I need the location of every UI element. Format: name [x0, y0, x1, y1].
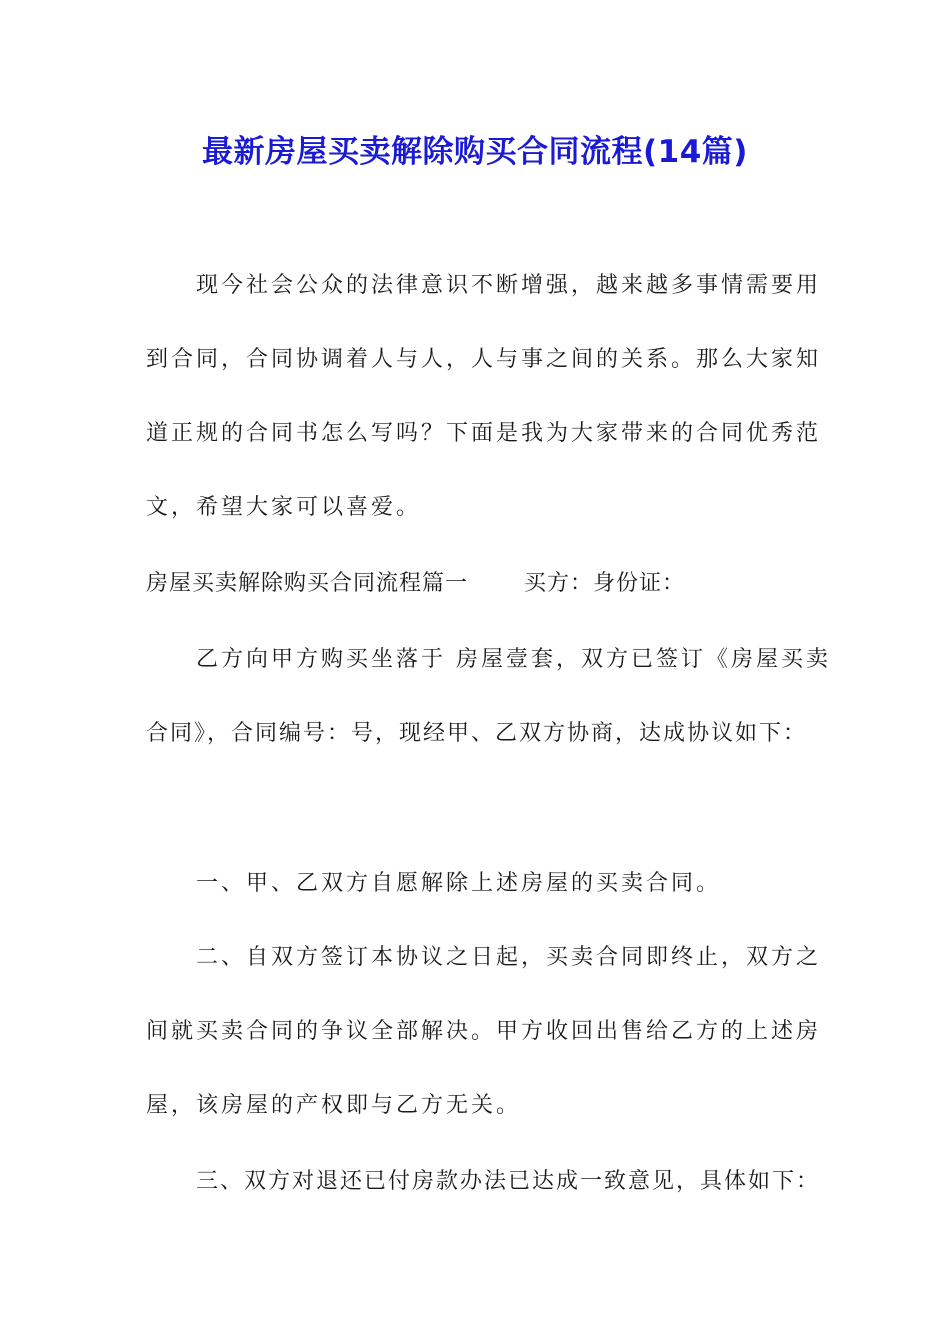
paragraph-line: 现今社会公众的法律意识不断增强，越来越多事情需要用: [196, 273, 822, 298]
clause-line: 间就买卖合同的争议全部解决。甲方收回出售给乙方的上述房: [146, 1019, 822, 1044]
section-heading-party: 买方：身份证：: [524, 571, 686, 596]
clause-line: 屋，该房屋的产权即与乙方无关。: [146, 1093, 522, 1118]
clause-line: 一、甲、乙双方自愿解除上述房屋的买卖合同。: [196, 871, 722, 896]
paragraph-line: 合同》，合同编号：号，现经甲、乙双方协商，达成协议如下：: [146, 721, 808, 746]
paragraph-line: 道正规的合同书怎么写吗？下面是我为大家带来的合同优秀范: [146, 421, 822, 446]
section-heading-label: 房屋买卖解除购买合同流程篇一: [146, 571, 469, 596]
document-title: 最新房屋买卖解除购买合同流程(14篇): [202, 134, 748, 170]
paragraph-line: 乙方向甲方购买坐落于 房屋壹套，双方已签订《房屋买卖: [196, 647, 831, 672]
paragraph-line: 文，希望大家可以喜爱。: [146, 495, 422, 520]
section-heading: [146, 566, 826, 602]
paragraph-line: 到合同，合同协调着人与人，人与事之间的关系。那么大家知: [146, 347, 822, 372]
clause-line: 二、自双方签订本协议之日起，买卖合同即终止，双方之: [196, 945, 822, 970]
clause-line: 三、双方对退还已付房款办法已达成一致意见，具体如下：: [196, 1169, 821, 1194]
